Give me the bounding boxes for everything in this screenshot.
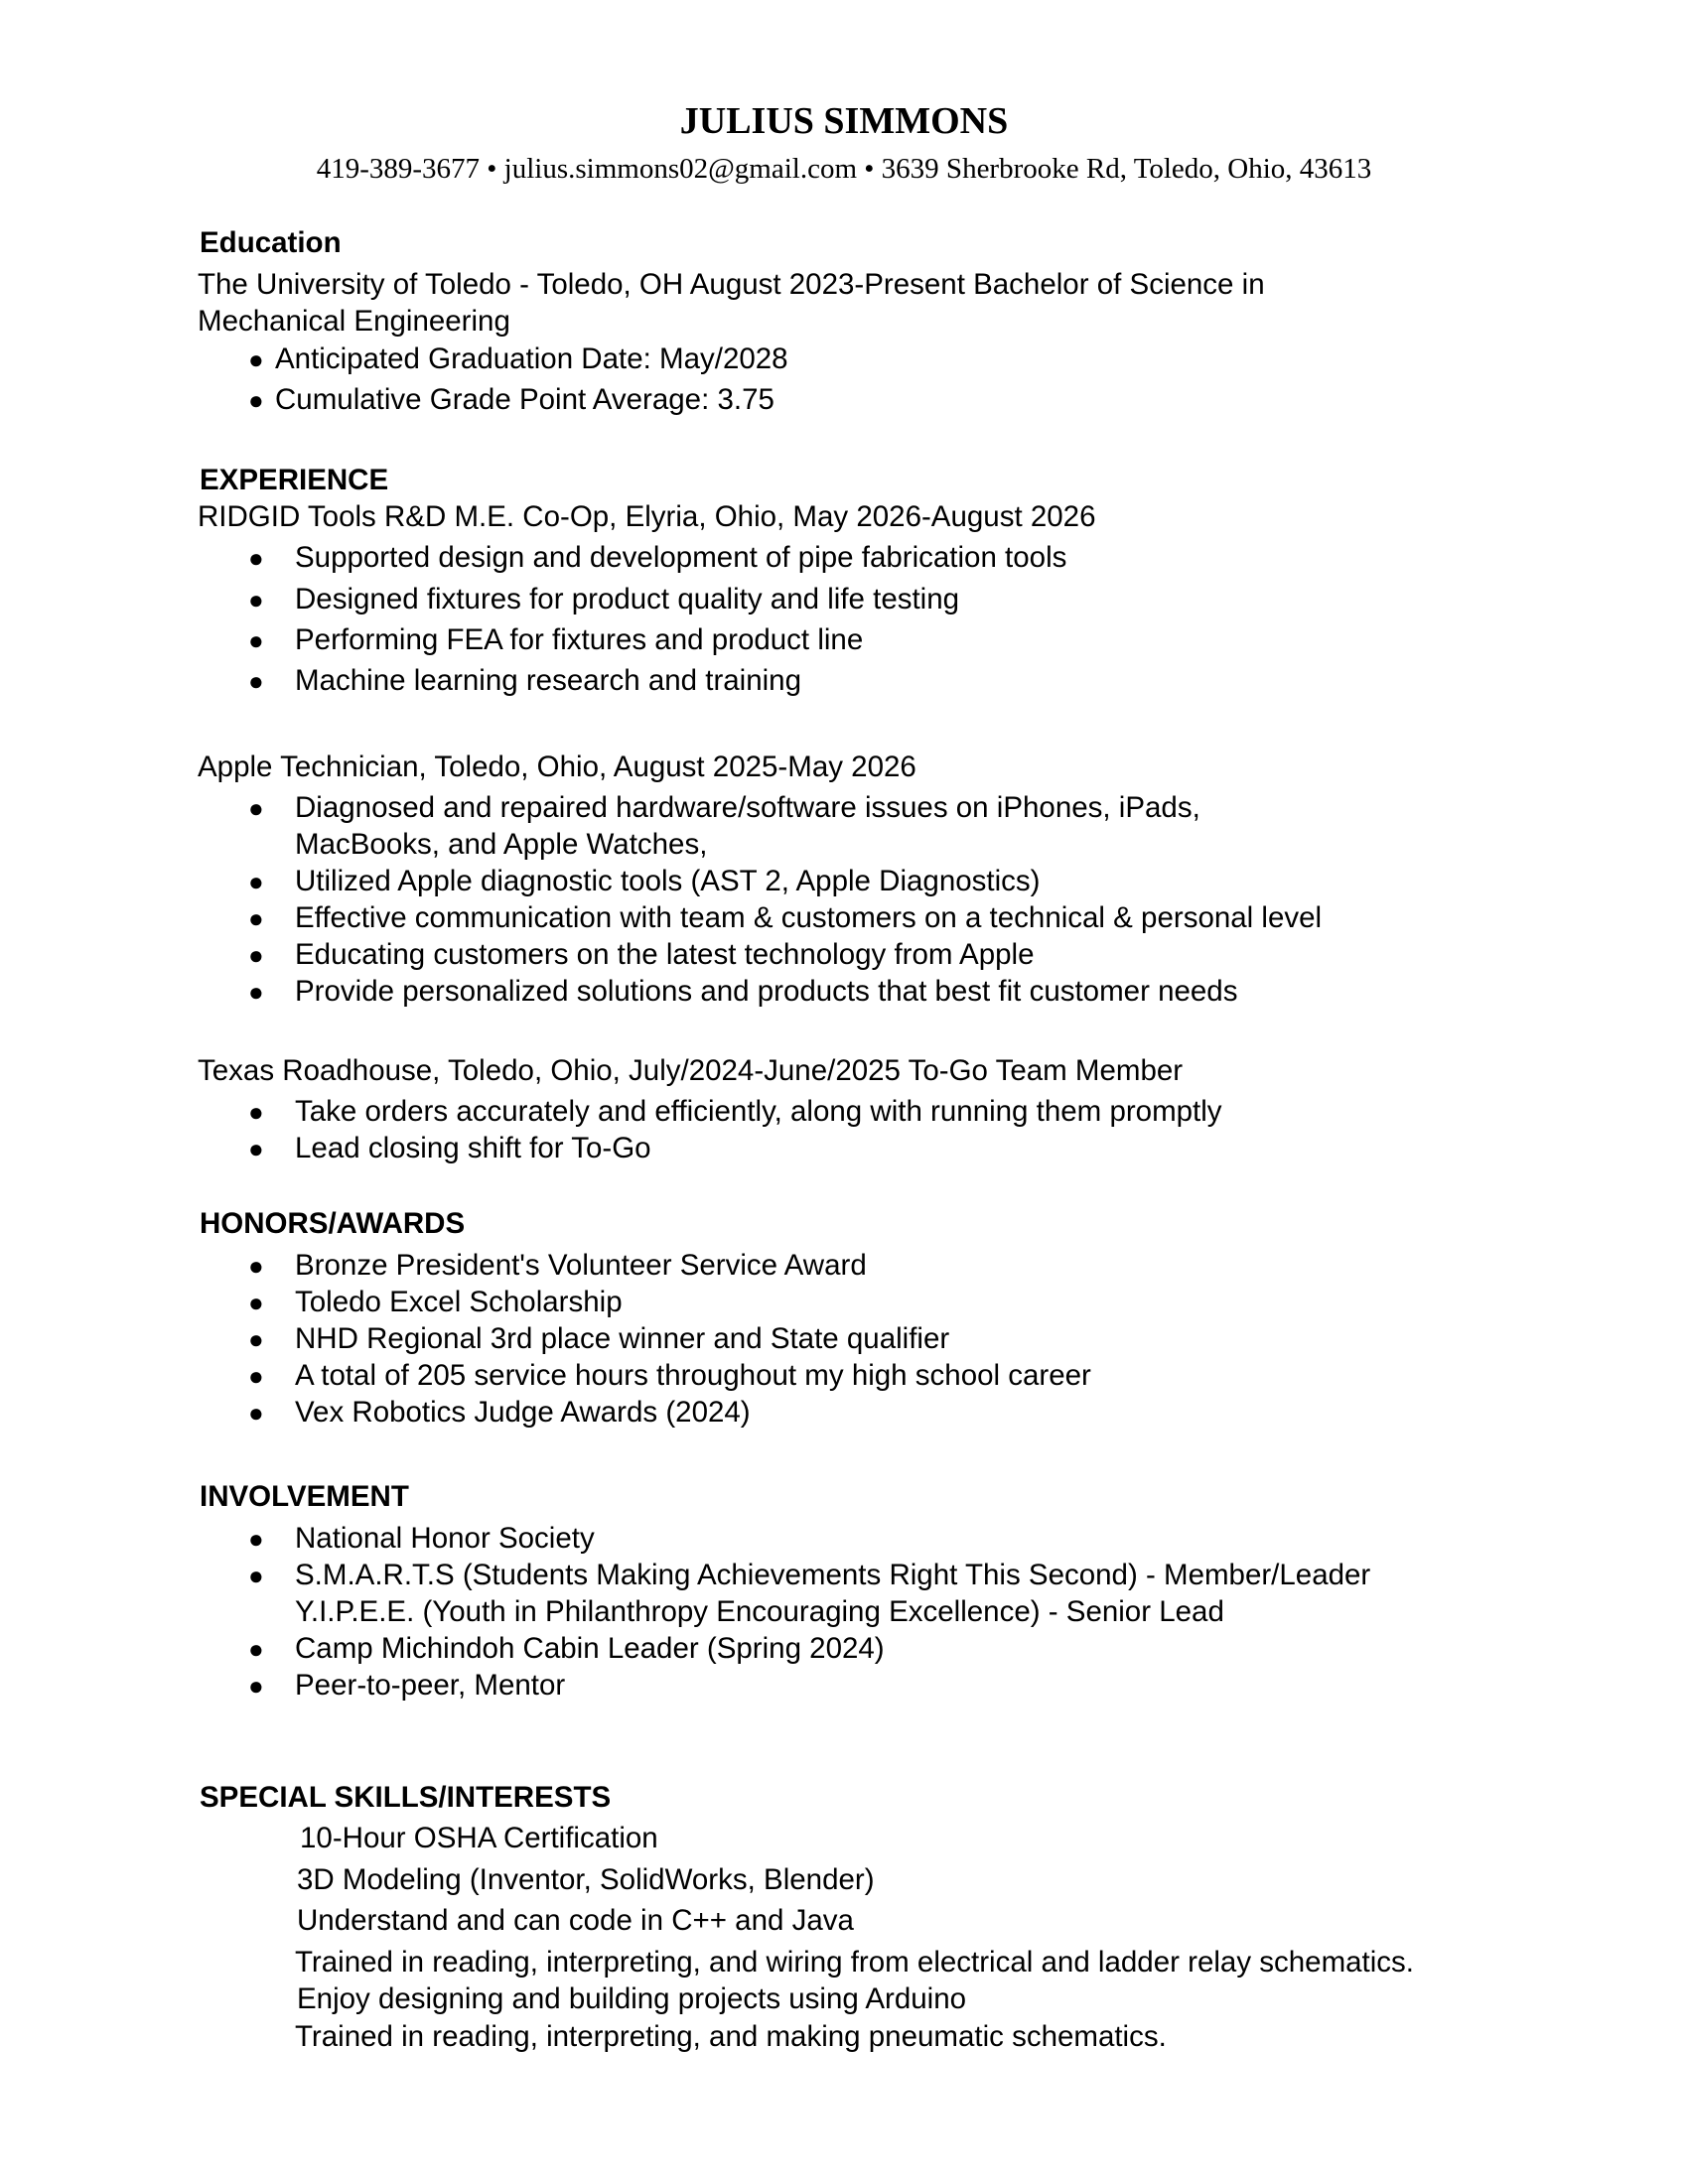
bullet-icon: ● bbox=[248, 385, 264, 415]
education-bullet: Cumulative Grade Point Average: 3.75 bbox=[275, 383, 774, 416]
honors-heading: HONORS/AWARDS bbox=[200, 1207, 466, 1240]
bullet-icon: ● bbox=[248, 1134, 264, 1163]
skills-item: Enjoy designing and building projects using Arduino bbox=[297, 1982, 967, 2015]
honors-item: Vex Robotics Judge Awards (2024) bbox=[295, 1396, 751, 1429]
education-bullet: Anticipated Graduation Date: May/2028 bbox=[275, 342, 788, 375]
skills-item: Understand and can code in C++ and Java bbox=[297, 1904, 854, 1937]
bullet-icon: ● bbox=[248, 344, 264, 374]
job-bullet: Machine learning research and training bbox=[295, 664, 801, 697]
contact-line: 419-389-3677 • julius.simmons02@gmail.com • 3639 Sherbrooke Rd, Toledo, Ohio, 43613 bbox=[316, 153, 1372, 185]
education-heading: Education bbox=[200, 226, 342, 259]
job-bullet: Designed fixtures for product quality and life testing bbox=[295, 583, 960, 615]
bullet-icon: ● bbox=[248, 1097, 264, 1127]
education-degree-line: Mechanical Engineering bbox=[198, 305, 510, 338]
bullet-icon: ● bbox=[248, 1288, 264, 1317]
job-bullet: Provide personalized solutions and products that best fit customer needs bbox=[295, 975, 1238, 1008]
job-title: Texas Roadhouse, Toledo, Ohio, July/2024-June/2025 To-Go Team Member bbox=[198, 1054, 1184, 1087]
honors-item: A total of 205 service hours throughout my high school career bbox=[295, 1359, 1091, 1392]
job-title: RIDGID Tools R&D M.E. Co-Op, Elyria, Ohio, May 2026-August 2026 bbox=[198, 500, 1096, 533]
job-bullet: Performing FEA for fixtures and product line bbox=[295, 623, 864, 656]
job-bullet: Effective communication with team & customers on a technical & personal level bbox=[295, 901, 1323, 934]
bullet-icon: ● bbox=[248, 903, 264, 933]
job-title: Apple Technician, Toledo, Ohio, August 2025-May 2026 bbox=[198, 751, 916, 783]
job-bullet-continuation: MacBooks, and Apple Watches, bbox=[295, 828, 708, 861]
job-bullet: Lead closing shift for To-Go bbox=[295, 1132, 651, 1164]
bullet-icon: ● bbox=[248, 1324, 264, 1354]
bullet-icon: ● bbox=[248, 1361, 264, 1391]
job-bullet: Educating customers on the latest technology from Apple bbox=[295, 938, 1035, 971]
job-bullet: Diagnosed and repaired hardware/software issues on iPhones, iPads, bbox=[295, 791, 1200, 824]
job-bullet: Utilized Apple diagnostic tools (AST 2, Apple Diagnostics) bbox=[295, 865, 1041, 897]
bullet-icon: ● bbox=[248, 1251, 264, 1281]
bullet-icon: ● bbox=[248, 867, 264, 896]
bullet-icon: ● bbox=[248, 1634, 264, 1664]
job-bullet: Take orders accurately and efficiently, along with running them promptly bbox=[295, 1095, 1222, 1128]
involvement-item: S.M.A.R.T.S (Students Making Achievements Right This Second) - Member/Leader bbox=[295, 1559, 1371, 1591]
involvement-item: Peer-to-peer, Mentor bbox=[295, 1669, 566, 1702]
bullet-icon: ● bbox=[248, 625, 264, 655]
bullet-icon: ● bbox=[248, 543, 264, 573]
bullet-icon: ● bbox=[248, 1561, 264, 1590]
experience-heading: EXPERIENCE bbox=[200, 464, 389, 496]
bullet-icon: ● bbox=[248, 940, 264, 970]
bullet-icon: ● bbox=[248, 793, 264, 823]
honors-item: NHD Regional 3rd place winner and State qualifier bbox=[295, 1322, 950, 1355]
bullet-icon: ● bbox=[248, 666, 264, 696]
skills-heading: SPECIAL SKILLS/INTERESTS bbox=[200, 1781, 612, 1814]
bullet-icon: ● bbox=[248, 977, 264, 1007]
honors-item: Bronze President's Volunteer Service Award bbox=[295, 1249, 867, 1282]
bullet-icon: ● bbox=[248, 1524, 264, 1554]
education-school-line: The University of Toledo - Toledo, OH August 2023-Present Bachelor of Science in bbox=[198, 268, 1265, 301]
bullet-icon: ● bbox=[248, 1398, 264, 1428]
resume-name: JULIUS SIMMONS bbox=[679, 100, 1009, 142]
bullet-icon: ● bbox=[248, 585, 264, 614]
honors-item: Toledo Excel Scholarship bbox=[295, 1286, 623, 1318]
job-bullet: Supported design and development of pipe fabrication tools bbox=[295, 541, 1067, 574]
involvement-item: Y.I.P.E.E. (Youth in Philanthropy Encouraging Excellence) - Senior Lead bbox=[295, 1595, 1224, 1628]
skills-item: Trained in reading, interpreting, and making pneumatic schematics. bbox=[295, 2020, 1167, 2053]
skills-item: 3D Modeling (Inventor, SolidWorks, Blender) bbox=[297, 1863, 875, 1896]
involvement-item: Camp Michindoh Cabin Leader (Spring 2024) bbox=[295, 1632, 885, 1665]
skills-item: 10-Hour OSHA Certification bbox=[300, 1822, 658, 1854]
involvement-item: National Honor Society bbox=[295, 1522, 595, 1555]
bullet-icon: ● bbox=[248, 1671, 264, 1701]
skills-item: Trained in reading, interpreting, and wiring from electrical and ladder relay schematics. bbox=[295, 1946, 1415, 1979]
involvement-heading: INVOLVEMENT bbox=[200, 1480, 409, 1513]
